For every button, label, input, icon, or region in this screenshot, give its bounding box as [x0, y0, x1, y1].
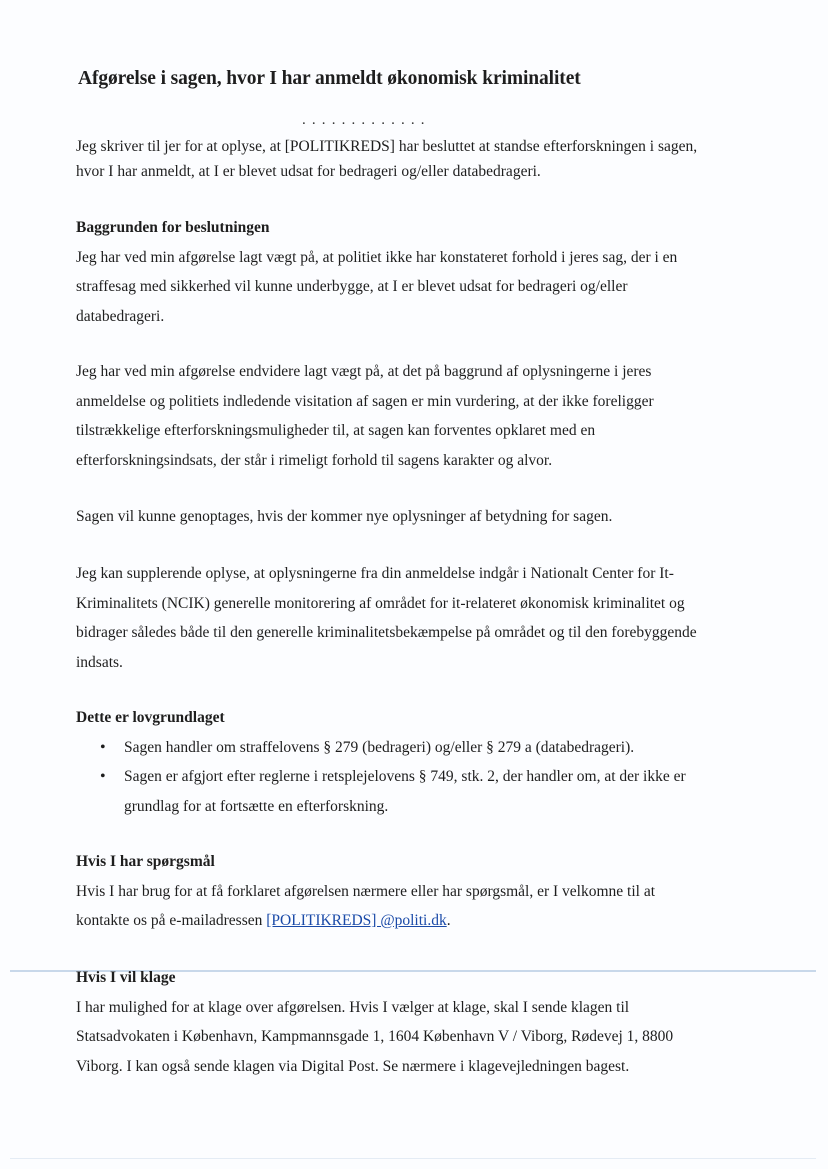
- questions-line: Hvis I har brug for at få forklaret afgørelsen nærmere eller har spørgsmål, er I velkomne til at: [76, 882, 656, 900]
- vurdering-line: tilstrækkelige efterforskningsmuligheder til, at sagen kan forventes opklaret med en: [76, 422, 596, 439]
- contact-text: kontakte os på e-mailadressen: [76, 912, 267, 929]
- vurdering-paragraph: [76, 357, 766, 475]
- complaint-line: Viborg. I kan også sende klagen via Digital Post. Se nærmere i klagevejledningen bagest.: [76, 1057, 630, 1075]
- placeholder-dots: . . . . . . . . . . . . .: [302, 112, 426, 128]
- scan-artifact-line: [10, 1158, 816, 1159]
- complaint-section: [76, 963, 766, 1081]
- genoptagelse-paragraph: [76, 502, 766, 532]
- ncik-line: bidrager således både til den generelle kriminalitetsbekæmpelse på området og til den forebyggende: [76, 624, 697, 641]
- legal-bullet-text: grundlag for at fortsætte en efterforskning.: [124, 797, 389, 815]
- questions-line: [76, 906, 766, 936]
- legal-bullet-item: [76, 733, 766, 763]
- background-line: straffesag med sikkerhed vil kunne underbygge, at I er blevet udsat for bedrageri og/eller: [76, 278, 628, 295]
- legal-bullet-text: Sagen handler om straffelovens § 279 (bedrageri) og/eller § 279 a (databedrageri).: [124, 738, 635, 756]
- intro-line: Jeg skriver til jer for at oplyse, at [POLITIKREDS] har besluttet at standse efterforskningen i sagen,: [76, 138, 698, 155]
- questions-section: [76, 847, 766, 936]
- complaint-line: Statsadvokaten i København, Kampmannsgade 1, 1604 København V / Viborg, Rødevej 1, 8800: [76, 1028, 674, 1045]
- legal-bullet-text: Sagen er afgjort efter reglerne i retsplejelovens § 749, stk. 2, der handler om, at der ikke er: [124, 768, 686, 785]
- document-title: Afgørelse i sagen, hvor I har anmeldt økonomisk kriminalitet: [78, 68, 581, 89]
- legal-section: [76, 703, 766, 821]
- ncik-line: Jeg kan supplerende oplyse, at oplysningerne fra din anmeldelse indgår i Nationalt Center for It-: [76, 565, 674, 582]
- intro-paragraph: [76, 134, 766, 184]
- legal-bullet-list: [76, 733, 766, 822]
- background-section: [76, 213, 766, 331]
- vurdering-line: anmeldelse og politiets indledende visitation af sagen er min vurdering, at der ikke foreligger: [76, 392, 654, 410]
- background-line: databedrageri.: [76, 307, 165, 325]
- email-link[interactable]: [POLITIKREDS] @politi.dk: [266, 912, 447, 929]
- ncik-paragraph: [76, 559, 766, 677]
- vurdering-line: Jeg har ved min afgørelse endvidere lagt vægt på, at det på baggrund af oplysningerne i jeres: [76, 363, 652, 380]
- vurdering-line: efterforskningsindsats, der står i rimeligt forhold til sagens karakter og alvor.: [76, 451, 553, 469]
- complaint-heading: Hvis I vil klage: [76, 969, 176, 986]
- ncik-line: indsats.: [76, 653, 123, 671]
- contact-period: .: [446, 912, 451, 929]
- legal-heading: Dette er lovgrundlaget: [76, 709, 225, 726]
- genoptagelse-line: Sagen vil kunne genoptages, hvis der kommer nye oplysninger af betydning for sagen.: [76, 508, 613, 525]
- background-line: Jeg har ved min afgørelse lagt vægt på, at politiet ikke har konstateret forhold i jeres sag, der i en: [76, 248, 678, 266]
- intro-line: hvor I har anmeldt, at I er blevet udsat for bedrageri og/eller databedrageri.: [76, 163, 541, 180]
- ncik-line: Kriminalitets (NCIK) generelle monitorering af området for it-relateret økonomisk kriminalitet og: [76, 594, 685, 612]
- complaint-line: I har mulighed for at klage over afgørelsen. Hvis I vælger at klage, skal I sende klagen til: [76, 998, 630, 1016]
- questions-heading: Hvis I har spørgsmål: [76, 853, 215, 870]
- background-heading: Baggrunden for beslutningen: [76, 219, 270, 236]
- legal-bullet-item: [76, 762, 766, 821]
